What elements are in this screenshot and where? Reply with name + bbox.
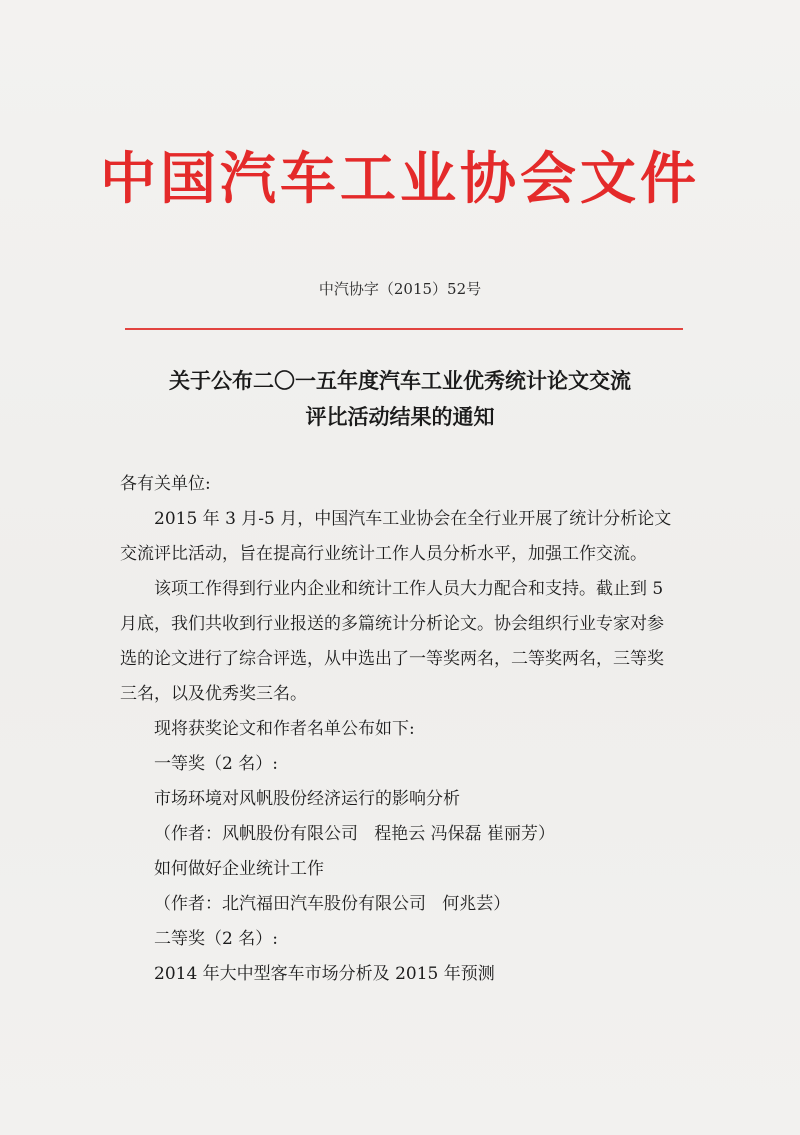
document-header-title: 中国汽车工业协会文件 <box>100 147 700 212</box>
paper-3-title: 2014 年大中型客车市场分析及 2015 年预测 <box>154 964 495 984</box>
red-divider-line <box>125 328 683 330</box>
second-prize-heading: 二等奖（2 名）: <box>154 929 278 949</box>
notice-title <box>0 363 800 435</box>
paper-1-title: 市场环境对风帆股份经济运行的影响分析 <box>154 789 460 809</box>
first-prize-heading: 一等奖（2 名）: <box>154 754 278 774</box>
document-number: 中汽协字（2015）52号 <box>318 280 482 298</box>
announce-line: 现将获奖论文和作者名单公布如下: <box>154 719 415 739</box>
paragraph-2: 该项工作得到行业内企业和统计工作人员大力配合和支持。截止到 5 月底，我们共收到行业报送的多篇统计分析论文。协会组织行业专家对参选的论文进行了综合评选，从中选出了一等奖两名，二等奖两名，三等奖三名，以及优秀奖三名。 <box>120 579 664 704</box>
notice-body <box>120 467 680 992</box>
paper-2-title: 如何做好企业统计工作 <box>154 859 324 879</box>
salutation: 各有关单位: <box>120 474 211 494</box>
notice-title-line-1: 关于公布二〇一五年度汽车工业优秀统计论文交流 <box>169 369 631 393</box>
paper-1-authors: （作者：风帆股份有限公司 程艳云 冯保磊 崔丽芳） <box>154 824 556 844</box>
notice-title-line-2: 评比活动结果的通知 <box>305 405 495 429</box>
paragraph-1: 2015 年 3 月-5 月，中国汽车工业协会在全行业开展了统计分析论文交流评比活动，旨在提高行业统计工作人员分析水平，加强工作交流。 <box>120 509 672 564</box>
paper-2-authors: （作者：北汽福田汽车股份有限公司 何兆芸） <box>154 894 511 914</box>
